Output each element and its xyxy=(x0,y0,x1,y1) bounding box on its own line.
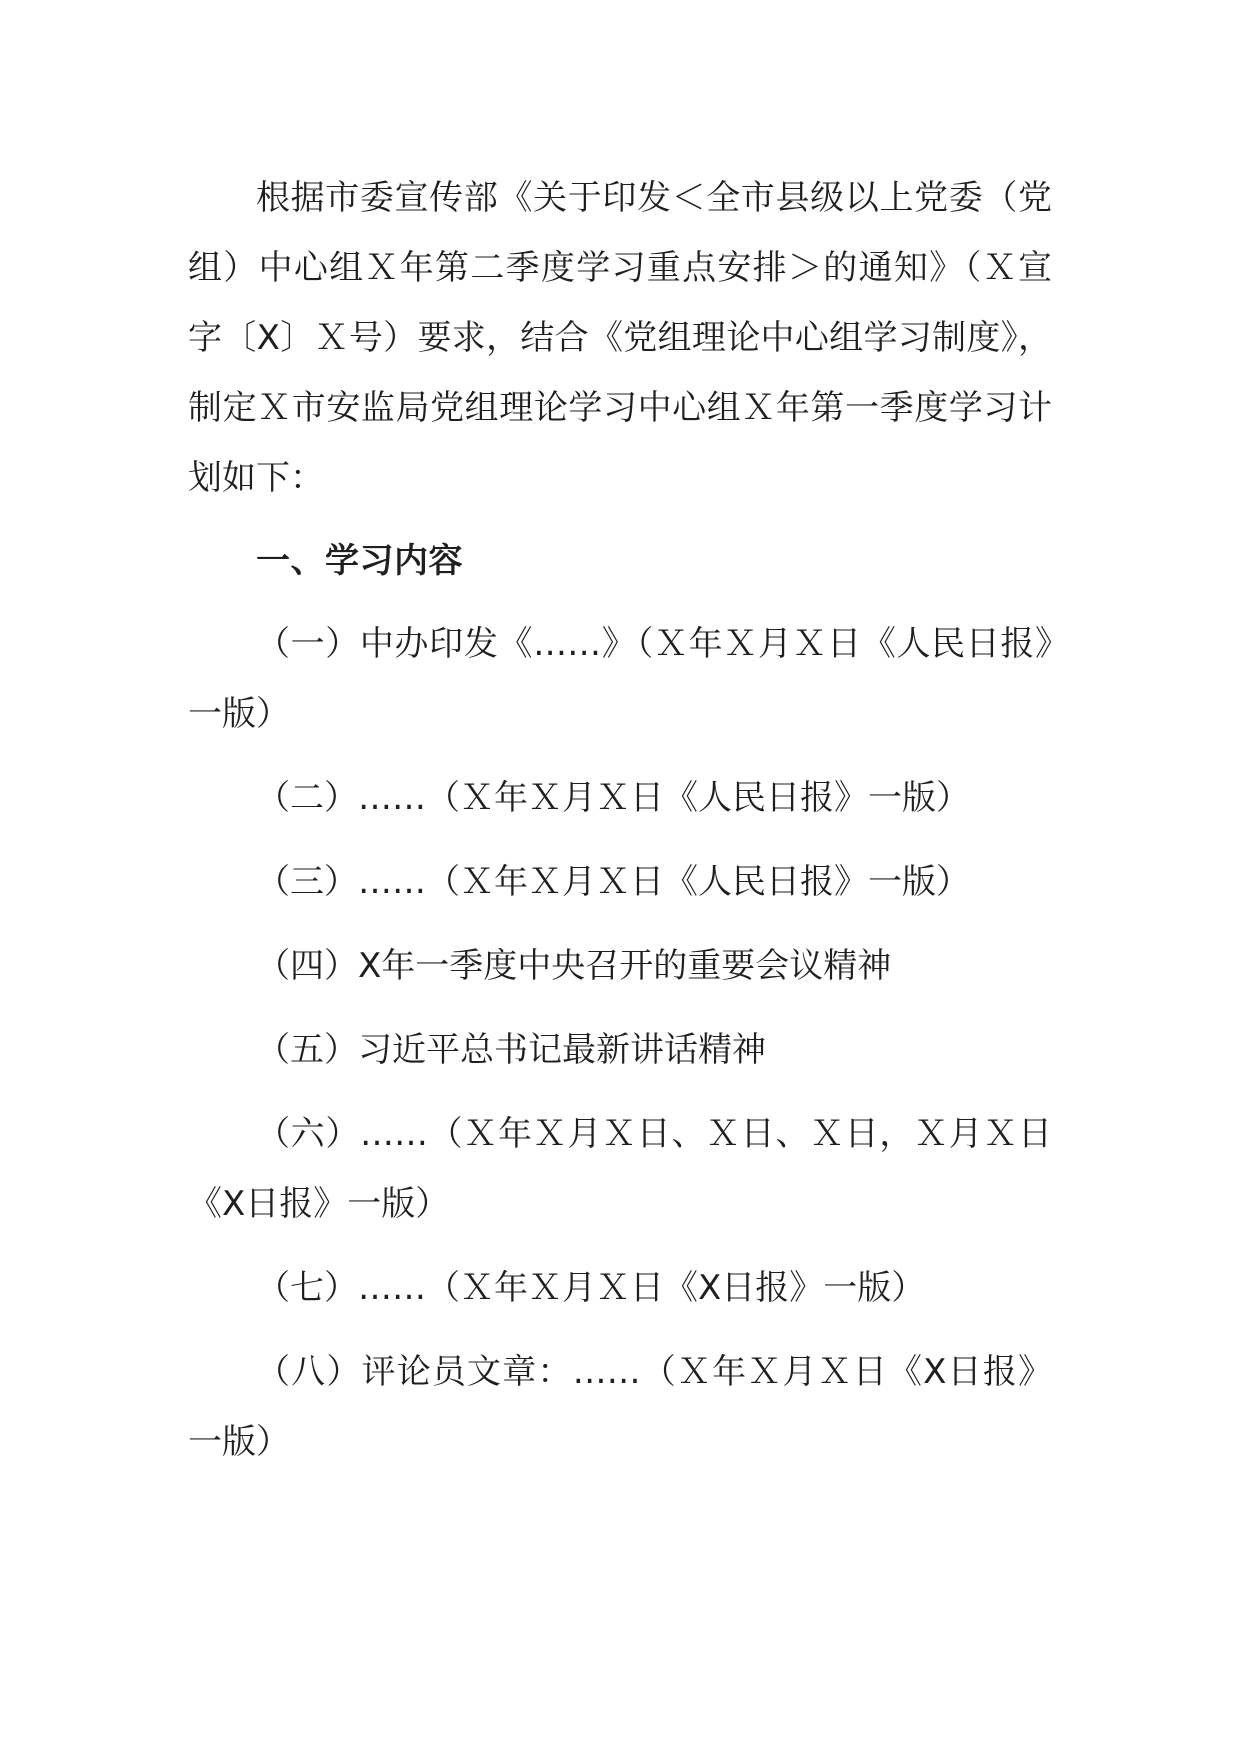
document-body xyxy=(188,163,1052,1491)
list-item-8: （八）评论员文章：……（Ｘ年Ｘ月Ｘ日《X日报》一版） xyxy=(188,1352,1052,1462)
list-item-7: （七）……（Ｘ年Ｘ月Ｘ日《X日报》一版） xyxy=(256,1268,926,1308)
list-item-6: （六）……（Ｘ年Ｘ月Ｘ日、Ｘ日、Ｘ日，Ｘ月Ｘ日《X日报》一版） xyxy=(188,1114,1052,1224)
list-item-4: （四）X年一季度中央召开的重要会议精神 xyxy=(256,946,892,986)
list-item-2: （二）……（Ｘ年Ｘ月Ｘ日《人民日报》一版） xyxy=(256,778,970,818)
list-item-1: （一）中办印发《……》（Ｘ年Ｘ月Ｘ日《人民日报》一版） xyxy=(188,624,1052,734)
list-item-5: （五）习近平总书记最新讲话精神 xyxy=(256,1030,766,1070)
intro-paragraph: 根据市委宣传部《关于印发＜全市县级以上党委（党组）中心组Ｘ年第二季度学习重点安排＞的通知》（Ｘ宣字〔X〕Ｘ号）要求，结合《党组理论中心组学习制度》，制定Ｘ市安监局党组理论学习中心组Ｘ年第一季度学习计划如下： xyxy=(188,178,1052,498)
list-item-3: （三）……（Ｘ年Ｘ月Ｘ日《人民日报》一版） xyxy=(256,862,970,902)
section-heading: 一、学习内容 xyxy=(256,541,463,581)
